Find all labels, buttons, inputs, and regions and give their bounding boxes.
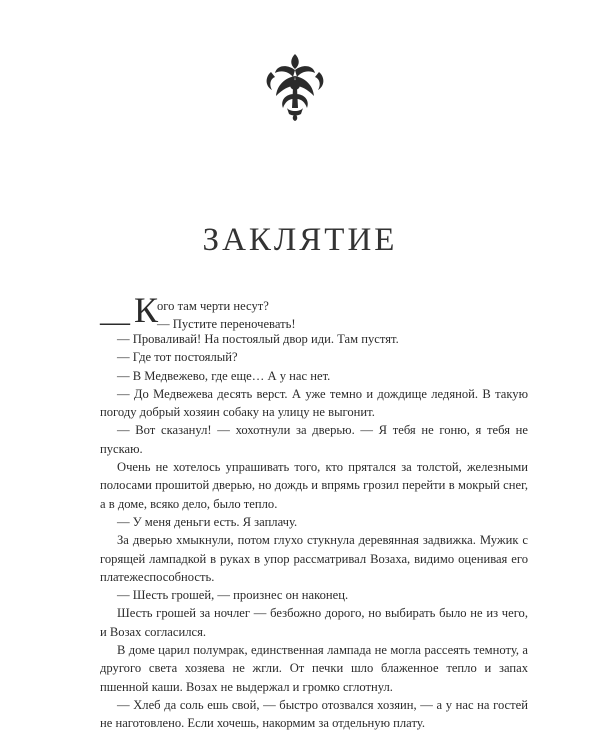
drop-cap: К [134,290,159,330]
paragraph: — В Медвежево, где еще… А у нас нет. [117,368,331,383]
paragraph: В доме царил полумрак, единственная лампада не могла рассеять темноту, а другого света хозяева не жгли. От печки шло блаженное тепло и запах пшенной каши. Возах не выдержал и громко сглотнул. [100,643,528,694]
opening-lines [100,290,528,338]
opening-line-1: ого там черти несут? [157,299,269,313]
paragraph: За дверью хмыкнули, потом глухо стукнула деревянная задвижка. Мужик с горящей лампадкой в руках в упор рассматривал Возаха, видимо оценивая его платежеспособность. [100,533,528,584]
opening-dash: — [100,305,130,338]
paragraph: — У меня деньги есть. Я заплачу. [117,514,298,529]
body-text [100,0,528,733]
paragraph: — Вот сказанул! — хохотнули за дверью. — Я тебя не гоню, я тебя не пускаю. [100,423,528,456]
paragraph: — До Медвежева десять верст. А уже темно и дождище ледяной. В такую погоду добрый хозяин собаку на улицу не выгонит. [100,386,528,420]
chapter-title: ЗАКЛЯТИЕ [202,222,398,258]
paragraph: Очень не хотелось упрашивать того, кто прятался за толстой, железными полосами прошитой дверью, но дождь и впрямь грозил перейти в мокрый снег, а в доме, всяко дело, было тепло. [100,460,528,511]
paragraph: — Где тот постоялый? [117,350,238,365]
paragraph: — Шесть грошей, — произнес он наконец. [117,588,349,603]
paragraph: — Хлеб да соль ешь свой, — быстро отозвался хозяин, — а у нас на гостей не наготовлено. Если хочешь, накормим за отдельную плату. [100,697,528,731]
opening-line-2: — Пустите переночевать! [157,317,296,331]
paragraph: Шесть грошей за ночлег — безбожно дорого, но выбирать было не из чего, и Возах согласился. [100,606,528,639]
paragraph: — Проваливай! На постоялый двор иди. Там пустят. [117,332,399,346]
